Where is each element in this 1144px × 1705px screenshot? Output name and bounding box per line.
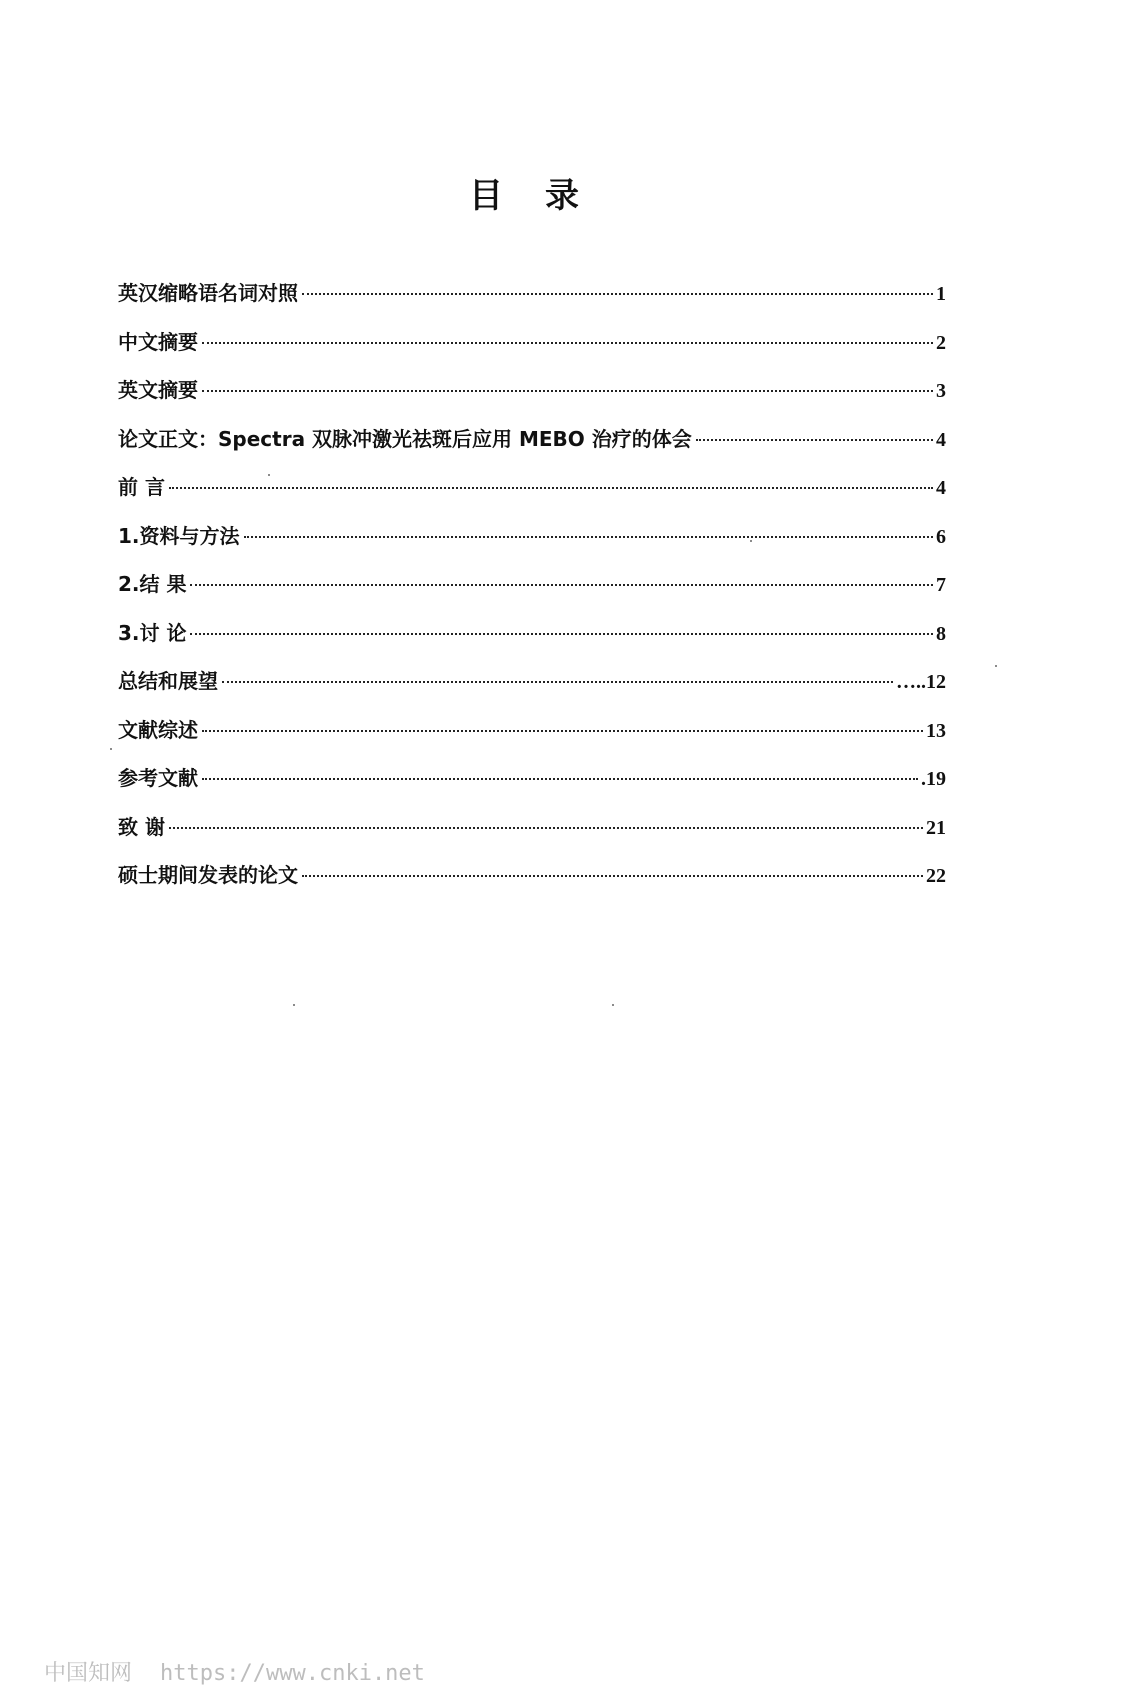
toc-entry[interactable]: [118, 330, 946, 379]
dot-leader: [202, 778, 918, 780]
toc-title-char-1: 目: [469, 176, 505, 216]
toc-entry-page: 13: [926, 719, 946, 742]
toc-entry-label: 3.讨 论: [118, 620, 187, 645]
dot-leader: [169, 487, 933, 489]
toc-entry-label: 论文正文：Spectra 双脉冲激光祛斑后应用 MEBO 治疗的体会: [118, 426, 692, 451]
toc-entry[interactable]: [118, 766, 946, 815]
toc-entry-label: 前 言: [118, 475, 165, 499]
scan-speck: [995, 665, 997, 667]
toc-entry-label: 1.资料与方法: [118, 523, 240, 548]
toc-entry-page: 7: [936, 574, 946, 596]
dot-leader: [202, 390, 933, 392]
watermark-brand: 中国知网: [44, 1661, 133, 1686]
toc-entry-label: 中文摘要: [118, 329, 198, 354]
toc-entry[interactable]: [118, 427, 946, 476]
toc-entry-page: 1: [936, 283, 946, 305]
toc-entry-page: 4: [936, 477, 946, 499]
toc-entry[interactable]: [118, 572, 946, 621]
cnki-watermark: [44, 1656, 425, 1687]
toc-entry-label: 英文摘要: [118, 378, 198, 402]
toc-entry-page: .19: [921, 768, 946, 790]
scan-speck: [110, 748, 112, 750]
table-of-contents: [118, 281, 946, 912]
toc-entry-page: 4: [936, 428, 946, 451]
toc-title: [0, 168, 1050, 217]
toc-entry-label: 文献综述: [118, 717, 198, 742]
toc-entry-label: 硕士期间发表的论文: [118, 863, 298, 887]
toc-entry-page: …..12: [896, 671, 946, 693]
toc-entry-page: 21: [926, 816, 946, 839]
dot-leader: [302, 875, 923, 877]
toc-entry-page: 8: [936, 622, 946, 645]
scan-speck: [750, 540, 752, 542]
dot-leader: [202, 730, 923, 732]
dot-leader: [190, 633, 933, 635]
toc-entry[interactable]: [118, 718, 946, 767]
dot-leader: [222, 681, 893, 683]
dot-leader: [169, 827, 923, 829]
toc-entry[interactable]: [118, 281, 946, 330]
scan-speck: [612, 1004, 614, 1006]
toc-entry[interactable]: [118, 815, 946, 864]
toc-entry[interactable]: [118, 669, 946, 718]
dot-leader: [302, 293, 933, 295]
dot-leader: [696, 439, 933, 441]
dot-leader: [190, 584, 933, 586]
toc-entry-label: 2.结 果: [118, 572, 187, 596]
toc-entry[interactable]: [118, 863, 946, 912]
toc-entry-page: 2: [936, 331, 946, 354]
toc-entry-page: 3: [936, 380, 946, 402]
scan-speck: [268, 474, 270, 476]
dot-leader: [202, 342, 933, 344]
toc-entry-page: 6: [936, 525, 946, 548]
dot-leader: [244, 536, 933, 538]
toc-title-char-2: 录: [545, 176, 581, 216]
toc-entry-label: 参考文献: [118, 766, 198, 790]
toc-entry[interactable]: [118, 621, 946, 670]
toc-entry[interactable]: [118, 524, 946, 573]
scan-speck: [293, 1004, 295, 1006]
toc-entry[interactable]: [118, 378, 946, 427]
toc-entry-page: 22: [926, 865, 946, 887]
watermark-url: https://www.cnki.net: [160, 1661, 425, 1686]
toc-entry-label: 致 谢: [118, 814, 165, 839]
toc-entry-label: 总结和展望: [118, 669, 218, 693]
toc-entry[interactable]: [118, 475, 946, 524]
toc-entry-label: 英汉缩略语名词对照: [118, 281, 298, 305]
